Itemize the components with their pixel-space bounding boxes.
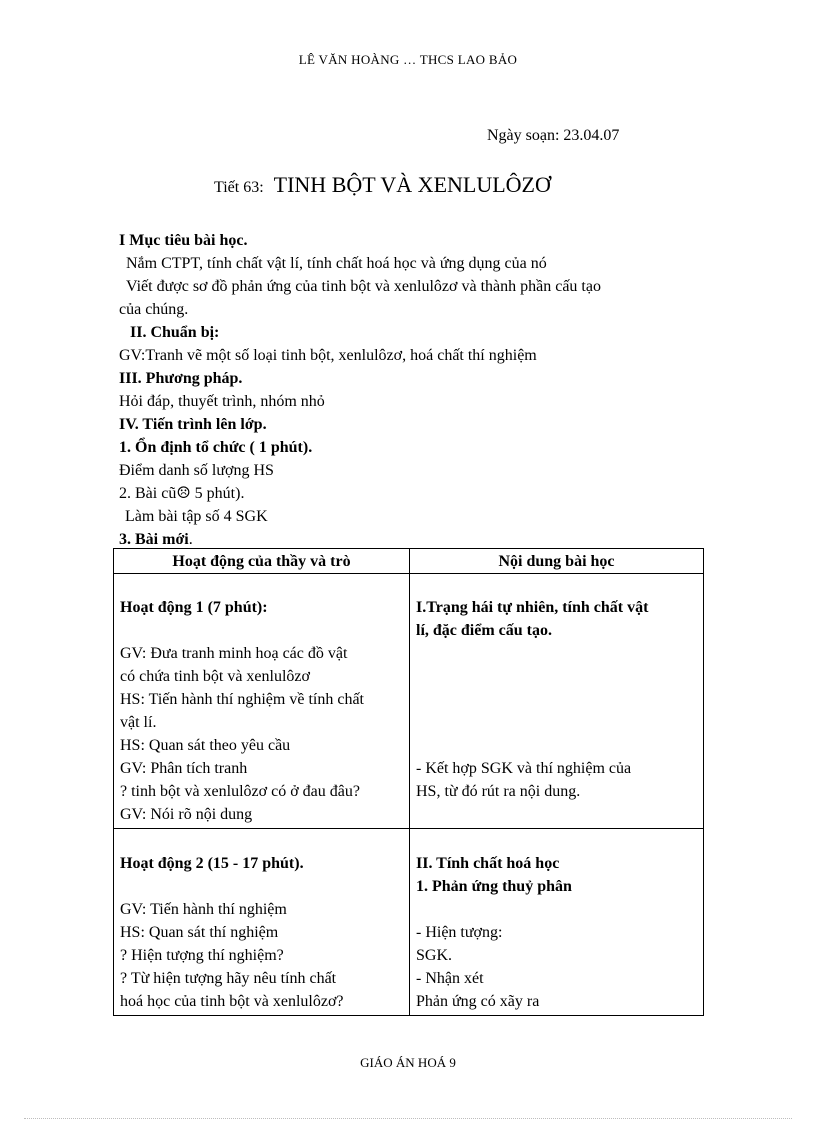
procedure-step-1: 1. Ổn định tổ chức ( 1 phút). xyxy=(119,439,313,456)
procedure-step-2-detail: Làm bài tập số 4 SGK xyxy=(125,508,268,525)
method-line: Hỏi đáp, thuyết trình, nhóm nhỏ xyxy=(119,393,325,410)
objective-line-2: Viết được sơ đồ phản ứng của tinh bột và xenlulôzơ và thành phần cấu tạo xyxy=(126,278,601,295)
activity-1-line: vật lí. xyxy=(120,714,157,731)
activity-2-line: ? Hiện tượng thí nghiệm? xyxy=(120,947,284,964)
table-row xyxy=(114,574,704,829)
content-2-heading: 1. Phản ứng thuỷ phân xyxy=(416,878,572,895)
page-header: LÊ VĂN HOÀNG … THCS LAO BẢO xyxy=(298,52,518,67)
content-2-cell xyxy=(410,829,704,1016)
procedure-step-3-label: 3. Bài mới xyxy=(119,531,189,548)
header-activities: Hoạt động của thầy và trò xyxy=(114,549,410,574)
content-2-line: - Nhận xét xyxy=(416,970,484,987)
preparation-line: GV:Tranh vẽ một số loại tinh bột, xenlulôzơ, hoá chất thí nghiệm xyxy=(119,347,537,364)
procedure-step-1-detail: Điểm danh số lượng HS xyxy=(119,462,274,479)
activity-1-cell xyxy=(114,574,410,829)
activity-1-line: HS: Quan sát theo yêu cầu xyxy=(120,737,291,754)
activity-1-heading: Hoạt động 1 (7 phút): xyxy=(120,599,268,616)
section-preparation-heading: II. Chuẩn bị: xyxy=(130,324,220,341)
activity-2-line: HS: Quan sát thí nghiệm xyxy=(120,924,279,941)
content-2-heading: II. Tính chất hoá học xyxy=(416,855,560,872)
content-2-line: Phản ứng có xãy ra xyxy=(416,993,540,1010)
activity-1-line: GV: Nói rõ nội dung xyxy=(120,806,253,823)
lesson-date: Ngày soạn: 23.04.07 xyxy=(487,127,620,144)
procedure-step-2: 2. Bài cũ☹ 5 phút). xyxy=(119,485,245,502)
section-method-heading: III. Phương pháp. xyxy=(119,370,243,387)
activity-1-line: HS: Tiến hành thí nghiệm về tính chất xyxy=(120,691,364,708)
activity-2-line: hoá học của tinh bột và xenlulôzơ? xyxy=(120,993,344,1010)
lesson-table xyxy=(113,548,704,1016)
content-2-line: - Hiện tượng: xyxy=(416,924,503,941)
procedure-step-3-dot: . xyxy=(188,531,193,548)
lesson-topic: TINH BỘT VÀ XENLULÔZƠ xyxy=(273,172,551,197)
activity-2-heading: Hoạt động 2 (15 - 17 phút). xyxy=(120,855,304,872)
content-1-line: - Kết hợp SGK và thí nghiệm của xyxy=(416,760,632,777)
activity-1-line: GV: Phân tích tranh xyxy=(120,760,248,777)
table-header-row xyxy=(114,549,704,574)
activity-1-line: ? tinh bột và xenlulôzơ có ở đau đâu? xyxy=(120,783,360,800)
lesson-title xyxy=(214,172,551,198)
activity-2-line: GV: Tiến hành thí nghiệm xyxy=(120,901,287,918)
objective-line-3: của chúng. xyxy=(119,301,189,318)
activity-2-cell xyxy=(114,829,410,1016)
page-footer: GIÁO ÁN HOÁ 9 xyxy=(360,1055,456,1070)
content-1-line: HS, từ đó rút ra nội dung. xyxy=(416,783,581,800)
activity-2-line: ? Từ hiện tượng hãy nêu tính chất xyxy=(120,970,337,987)
header-content: Nội dung bài học xyxy=(410,549,704,574)
activity-1-line: có chứa tinh bột và xenlulôzơ xyxy=(120,668,310,685)
section-objectives-heading: I Mục tiêu bài học. xyxy=(119,232,248,249)
lesson-number: Tiết 63: xyxy=(214,179,264,196)
lesson-body xyxy=(119,229,719,551)
page-edge-divider xyxy=(24,1118,792,1119)
content-2-line: SGK. xyxy=(416,947,453,964)
content-1-heading: lí, đặc điểm cấu tạo. xyxy=(416,622,552,639)
table-row xyxy=(114,829,704,1016)
activity-1-line: GV: Đưa tranh minh hoạ các đồ vật xyxy=(120,645,348,662)
content-1-heading: I.Trạng hái tự nhiên, tính chất vật xyxy=(416,599,649,616)
objective-line-1: Nắm CTPT, tính chất vật lí, tính chất hoá học và ứng dụng của nó xyxy=(126,255,547,272)
content-1-cell xyxy=(410,574,704,829)
section-procedure-heading: IV. Tiến trình lên lớp. xyxy=(119,416,267,433)
